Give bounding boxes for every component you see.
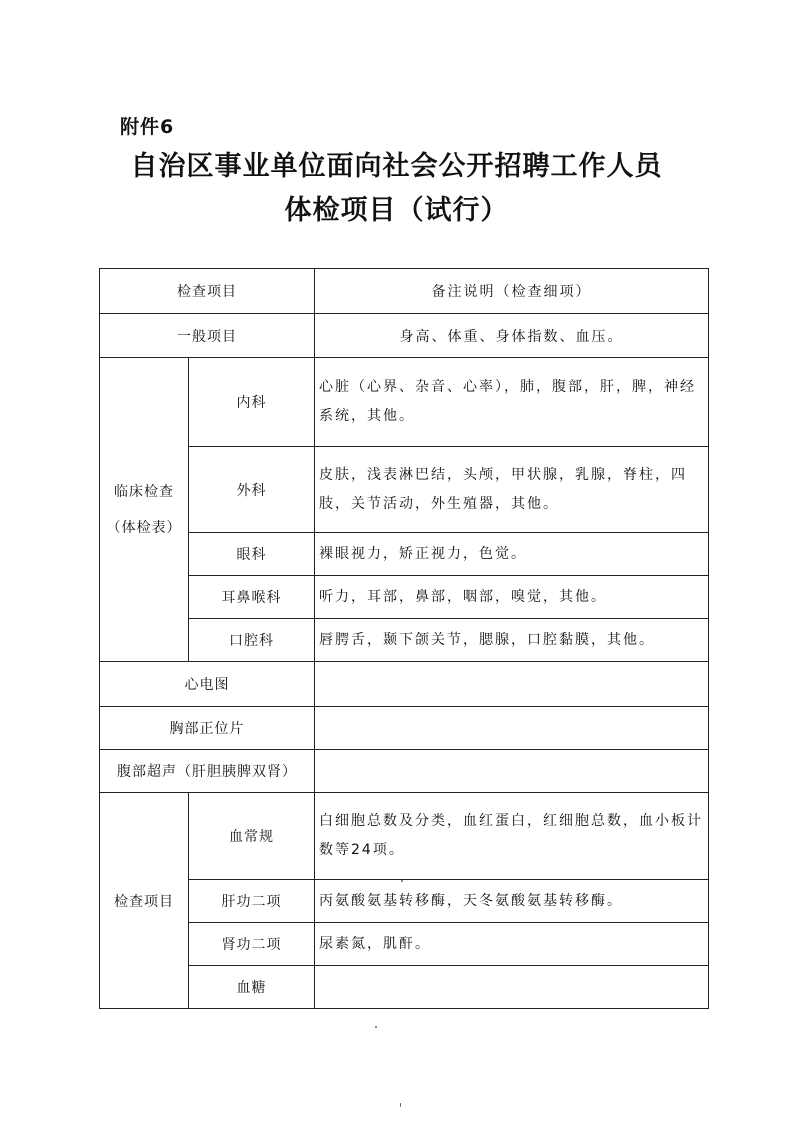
clinical-group-sublabel: （体检表） [106,519,182,536]
clinical-item-cell: 内科 [189,358,315,447]
scan-speck [400,1103,401,1107]
table-row [100,966,709,1009]
clinical-item-cell: 耳鼻喉科 [189,576,315,619]
lab-item-cell: 血糖 [189,966,315,1009]
table-row [100,662,709,707]
lab-note-cell: 白细胞总数及分类，血红蛋白，红细胞总数，血小板计数等24项。 [315,793,709,880]
clinical-note-cell: 听力，耳部，鼻部，咽部，嗅觉，其他。 [315,576,709,619]
table-row [100,880,709,923]
ultrasound-note-cell [315,750,709,793]
clinical-group-label: 临床检查 [114,483,174,500]
table-row [100,576,709,619]
attachment-label: 附件6 [120,116,175,138]
scan-speck [375,1026,377,1028]
clinical-item-cell: 眼科 [189,533,315,576]
table-row [100,619,709,662]
clinical-note-cell: 唇腭舌，颞下颌关节，腮腺，口腔黏膜，其他。 [315,619,709,662]
scan-speck [401,880,403,882]
page-title-line-2: 体检项目（试行） [284,195,509,226]
ecg-note-cell [315,662,709,707]
chest-xray-note-cell [315,707,709,750]
table-header-row [100,269,709,314]
lab-note-cell [315,966,709,1009]
table-row [100,707,709,750]
clinical-group-cell [100,358,189,662]
lab-note-cell: 丙氨酸氨基转移酶，天冬氨酸氨基转移酶。 [315,880,709,923]
page-title-line-1: 自治区事业单位面向社会公开招聘工作人员 [130,151,663,182]
table-row [100,923,709,966]
clinical-note-cell: 裸眼视力，矫正视力，色觉。 [315,533,709,576]
table-row [100,793,709,880]
table-row [100,447,709,533]
header-note-cell: 备注说明（检查细项） [315,269,709,314]
lab-item-cell: 肾功二项 [189,923,315,966]
table-row [100,314,709,358]
clinical-item-cell: 外科 [189,447,315,533]
table-row [100,750,709,793]
lab-note-cell: 尿素氮，肌酐。 [315,923,709,966]
lab-group-cell: 检查项目 [100,793,189,1009]
header-item-cell: 检查项目 [100,269,315,314]
exam-items-table [99,268,709,1009]
chest-xray-item-cell: 胸部正位片 [100,707,315,750]
table-row [100,358,709,447]
table-row [100,533,709,576]
clinical-note-cell: 皮肤，浅表淋巴结，头颅，甲状腺，乳腺，脊柱，四肢，关节活动，外生殖器，其他。 [315,447,709,533]
clinical-item-cell: 口腔科 [189,619,315,662]
ecg-item-cell: 心电图 [100,662,315,707]
ultrasound-item-cell: 腹部超声（肝胆胰脾双肾） [100,750,315,793]
general-item-cell: 一般项目 [100,314,315,358]
lab-item-cell: 血常规 [189,793,315,880]
general-note-cell: 身高、体重、身体指数、血压。 [315,314,709,358]
clinical-note-cell: 心脏（心界、杂音、心率），肺，腹部，肝，脾，神经系统，其他。 [315,358,709,447]
lab-item-cell: 肝功二项 [189,880,315,923]
